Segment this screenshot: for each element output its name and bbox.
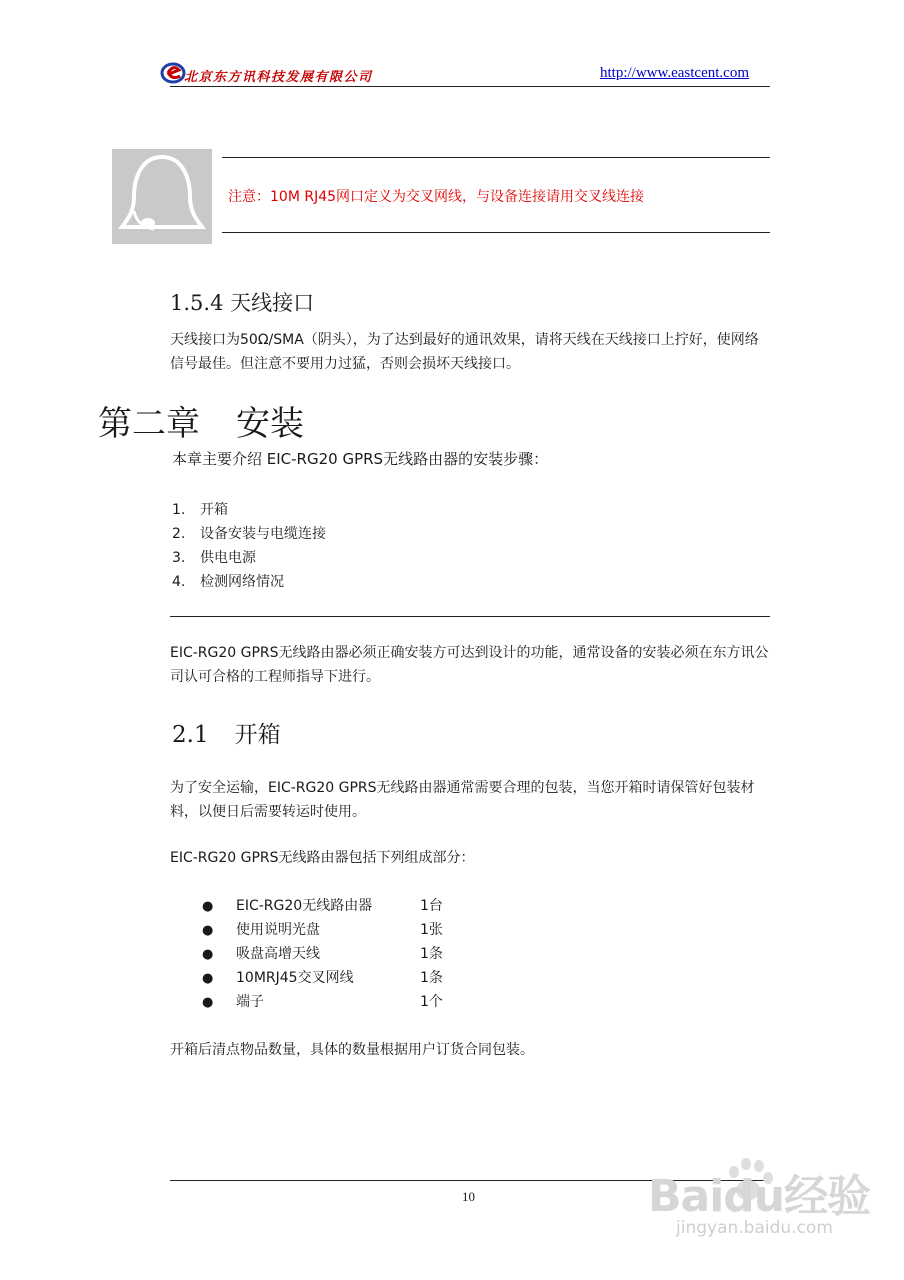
list-item: ● EIC-RG20无线路由器 1台	[202, 894, 443, 918]
list-item: 4. 检测网络情况	[172, 574, 284, 590]
unboxing-paragraph: 为了安全运输，EIC-RG20 GPRS无线路由器通常需要合理的包装，当您开箱时请保管好包装材料，以便日后需要转运时使用。	[170, 780, 755, 820]
section-divider	[170, 616, 770, 617]
chapter-number: 第二章	[98, 404, 200, 444]
list-item: 3. 供电电源	[172, 550, 256, 566]
note-text: 注意：10M RJ45网口定义为交叉网线，与设备连接请用交叉线连接	[228, 189, 645, 205]
bullet-icon: ●	[202, 947, 214, 962]
bullet-icon: ●	[202, 971, 214, 986]
chapter-title	[98, 396, 304, 445]
header-divider	[170, 86, 770, 87]
bell-icon	[112, 149, 212, 244]
watermark-brand: Baidu经验	[648, 1171, 871, 1222]
chapter-name: 安装	[236, 404, 304, 444]
page-number: 10	[462, 1189, 475, 1204]
install-requirement-paragraph: EIC-RG20 GPRS无线路由器必须正确安装方可达到设计的功能，通常设备的安装必须在东方讯公司认可合格的工程师指导下进行。	[170, 645, 769, 685]
chapter-intro: 本章主要介绍 EIC-RG20 GPRS无线路由器的安装步骤：	[172, 450, 549, 468]
list-item: ● 端子 1个	[202, 990, 443, 1014]
section-heading-antenna: 1.5.4 天线接口	[170, 291, 315, 315]
section-title: 开箱	[234, 722, 281, 748]
bullet-icon: ●	[202, 995, 214, 1010]
components-intro: EIC-RG20 GPRS无线路由器包括下列组成部分：	[170, 850, 475, 866]
unboxing-check-paragraph: 开箱后清点物品数量，具体的数量根据用户订货合同包装。	[170, 1042, 534, 1058]
bullet-icon: ●	[202, 923, 214, 938]
list-item: 1. 开箱	[172, 502, 228, 518]
bullet-icon: ●	[202, 899, 214, 914]
list-item: ● 使用说明光盘 1张	[202, 918, 443, 942]
package-contents-list	[202, 894, 443, 1014]
note-icon-box	[112, 149, 212, 244]
install-steps-list	[172, 498, 326, 594]
antenna-paragraph: 天线接口为50Ω/SMA（阴头），为了达到最好的通讯效果，请将天线在天线接口上拧好，使网络信号最佳。但注意不要用力过猛，否则会损坏天线接口。	[170, 332, 759, 372]
note-bottom-rule	[222, 232, 770, 233]
website-link[interactable]: http://www.eastcent.com	[600, 65, 749, 81]
section-heading-unboxing	[172, 716, 281, 749]
list-item: 2. 设备安装与电缆连接	[172, 526, 326, 542]
section-number: 2.1	[172, 722, 209, 748]
watermark-url: jingyan.baidu.com	[676, 1218, 833, 1238]
note-top-rule	[222, 157, 770, 158]
list-item: ● 吸盘高增天线 1条	[202, 942, 443, 966]
company-name: 北京东方讯科技发展有限公司	[184, 70, 373, 85]
list-item: ● 10MRJ45交叉网线 1条	[202, 966, 443, 990]
company-logo-icon	[160, 60, 186, 86]
